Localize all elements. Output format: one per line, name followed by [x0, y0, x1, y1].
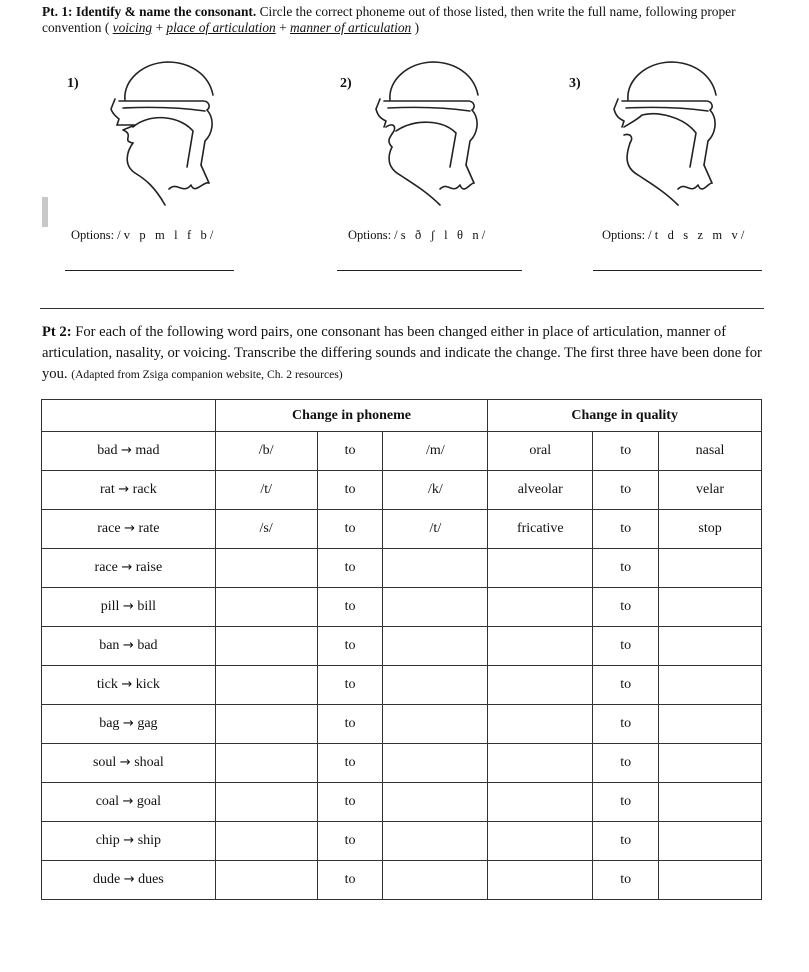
quality-to-label: to — [593, 627, 659, 666]
to-word: goal — [136, 794, 162, 809]
part2-instructions-text: For each of the following word pairs, one consonant has been changed either in place of articulation, manner of articulation, nasality, or voicing. Transcribe the differing sounds and indicate the change. The first three have been done for you. — [42, 324, 762, 382]
vocal-tract-diagram-1 — [105, 55, 220, 217]
word-pair-cell — [42, 471, 216, 510]
figure-1-options: Options: / v p m l f b / — [71, 228, 214, 242]
part2-heading: Pt 2: — [42, 324, 72, 340]
word-pair-cell — [42, 861, 216, 900]
quality-to-label: to — [593, 705, 659, 744]
arrow-icon: → — [123, 872, 135, 887]
phoneme-from-cell[interactable]: /s/ — [215, 510, 317, 549]
arrow-icon: → — [122, 599, 134, 614]
table-row — [42, 861, 762, 900]
quality-to-cell[interactable] — [659, 549, 762, 588]
arrow-icon: → — [123, 833, 135, 848]
arrow-icon: → — [122, 716, 134, 731]
part2-instructions — [42, 322, 772, 385]
phoneme-from-cell[interactable] — [215, 627, 317, 666]
phoneme-to-cell[interactable] — [383, 861, 488, 900]
word-pairs-table — [41, 399, 762, 900]
from-word: rat — [99, 482, 115, 497]
phoneme-to-cell[interactable]: /t/ — [383, 510, 488, 549]
quality-to-label: to — [593, 549, 659, 588]
table-row — [42, 666, 762, 705]
word-pair-cell — [42, 822, 216, 861]
to-word: dues — [138, 872, 164, 887]
close-paren: ) — [414, 20, 420, 35]
phoneme-to-cell[interactable]: /m/ — [383, 432, 488, 471]
quality-to-label: to — [593, 471, 659, 510]
figure-3-options: Options: / t d s z m v / — [602, 228, 745, 242]
phoneme-to-label: to — [317, 705, 383, 744]
quality-from-cell[interactable] — [488, 666, 593, 705]
phoneme-to-label: to — [317, 666, 383, 705]
to-word: raise — [135, 560, 163, 575]
table-row — [42, 627, 762, 666]
quality-to-cell[interactable] — [659, 822, 762, 861]
voicing-label: voicing — [112, 20, 153, 35]
word-pair-cell — [42, 627, 216, 666]
arrow-icon: → — [120, 443, 132, 458]
quality-from-cell[interactable] — [488, 705, 593, 744]
figure-2-answer-line[interactable] — [337, 270, 522, 271]
phoneme-from-cell[interactable]: /t/ — [215, 471, 317, 510]
from-word: ban — [99, 638, 120, 653]
phoneme-to-cell[interactable] — [383, 822, 488, 861]
header-change-in-quality: Change in quality — [488, 400, 762, 432]
figure-2-number: 2) — [340, 76, 352, 91]
from-word: bag — [99, 716, 120, 731]
quality-from-cell[interactable] — [488, 627, 593, 666]
header-change-in-phoneme: Change in phoneme — [215, 400, 488, 432]
plus-sign: + — [279, 20, 287, 35]
phoneme-to-label: to — [317, 783, 383, 822]
to-word: mad — [135, 443, 160, 458]
quality-to-cell[interactable] — [659, 666, 762, 705]
quality-from-cell[interactable]: oral — [488, 432, 593, 471]
from-word: race — [97, 521, 121, 536]
place-label: place of articulation — [166, 20, 276, 35]
to-word: kick — [135, 677, 160, 692]
table-row — [42, 822, 762, 861]
phoneme-to-cell[interactable]: /k/ — [383, 471, 488, 510]
plus-sign: + — [155, 20, 164, 35]
arrow-icon: → — [121, 560, 133, 575]
quality-from-cell[interactable] — [488, 744, 593, 783]
phoneme-to-label: to — [317, 588, 383, 627]
to-word: shoal — [134, 755, 164, 770]
phoneme-to-label: to — [317, 744, 383, 783]
word-pair-cell — [42, 588, 216, 627]
quality-from-cell[interactable]: fricative — [488, 510, 593, 549]
arrow-icon: → — [122, 794, 134, 809]
phoneme-to-cell[interactable] — [383, 705, 488, 744]
section-divider — [40, 308, 764, 309]
quality-to-label: to — [593, 666, 659, 705]
table-row — [42, 432, 762, 471]
phoneme-from-cell[interactable] — [215, 822, 317, 861]
phoneme-to-cell[interactable] — [383, 627, 488, 666]
quality-to-label: to — [593, 588, 659, 627]
phoneme-to-label: to — [317, 471, 383, 510]
arrow-icon: → — [118, 482, 130, 497]
phoneme-to-cell[interactable] — [383, 666, 488, 705]
margin-marker — [42, 197, 48, 227]
phoneme-to-label: to — [317, 822, 383, 861]
quality-to-label: to — [593, 861, 659, 900]
arrow-icon: → — [124, 521, 135, 536]
from-word: pill — [100, 599, 120, 614]
phoneme-from-cell[interactable] — [215, 744, 317, 783]
phoneme-to-cell[interactable] — [383, 588, 488, 627]
phoneme-from-cell[interactable] — [215, 861, 317, 900]
word-pair-cell — [42, 705, 216, 744]
vocal-tract-diagram-3 — [608, 55, 723, 217]
word-pair-cell — [42, 783, 216, 822]
quality-to-label: to — [593, 822, 659, 861]
arrow-icon: → — [122, 638, 134, 653]
to-word: gag — [137, 716, 158, 731]
from-word: race — [94, 560, 118, 575]
manner-label: manner of articulation — [290, 20, 412, 35]
table-row — [42, 705, 762, 744]
table-row — [42, 471, 762, 510]
from-word: chip — [95, 833, 120, 848]
phoneme-from-cell[interactable] — [215, 588, 317, 627]
from-word: dude — [92, 872, 121, 887]
table-header-row — [42, 400, 762, 432]
to-word: rate — [138, 521, 160, 536]
phoneme-to-label: to — [317, 549, 383, 588]
quality-from-cell[interactable] — [488, 549, 593, 588]
phoneme-to-label: to — [317, 510, 383, 549]
phoneme-from-cell[interactable] — [215, 705, 317, 744]
quality-to-label: to — [593, 432, 659, 471]
source-note: (Adapted from Zsiga companion website, Ch. 2 resources) — [71, 368, 343, 381]
to-word: bad — [137, 638, 158, 653]
header-blank — [42, 400, 216, 432]
quality-to-cell[interactable]: stop — [659, 510, 762, 549]
word-pair-cell — [42, 432, 216, 471]
quality-to-cell[interactable] — [659, 744, 762, 783]
word-pair-cell — [42, 744, 216, 783]
quality-to-cell[interactable] — [659, 861, 762, 900]
word-pair-cell — [42, 549, 216, 588]
table-row — [42, 783, 762, 822]
quality-from-cell[interactable] — [488, 783, 593, 822]
phoneme-from-cell[interactable] — [215, 783, 317, 822]
phoneme-from-cell[interactable] — [215, 549, 317, 588]
table-row — [42, 588, 762, 627]
quality-to-cell[interactable] — [659, 627, 762, 666]
from-word: tick — [96, 677, 118, 692]
to-word: ship — [137, 833, 162, 848]
word-pair-cell — [42, 666, 216, 705]
from-word: bad — [97, 443, 118, 458]
figure-2-options: Options: / s ð ʃ l θ n / — [348, 228, 486, 242]
table-row — [42, 549, 762, 588]
quality-from-cell[interactable]: alveolar — [488, 471, 593, 510]
quality-to-cell[interactable] — [659, 705, 762, 744]
table-row — [42, 510, 762, 549]
to-word: rack — [132, 482, 157, 497]
quality-to-cell[interactable]: nasal — [659, 432, 762, 471]
phoneme-to-cell[interactable] — [383, 783, 488, 822]
phoneme-from-cell[interactable]: /b/ — [215, 432, 317, 471]
quality-from-cell[interactable] — [488, 861, 593, 900]
figure-3-number: 3) — [569, 76, 581, 91]
word-pair-cell — [42, 510, 216, 549]
phoneme-to-cell[interactable] — [383, 549, 488, 588]
from-word: soul — [92, 755, 117, 770]
from-word: coal — [95, 794, 120, 809]
table-row — [42, 744, 762, 783]
quality-to-label: to — [593, 783, 659, 822]
quality-to-cell[interactable]: velar — [659, 471, 762, 510]
to-word: bill — [137, 599, 156, 614]
part1-instructions-text: Circle the correct phoneme out of those listed, then write the full name, following proper convention ( — [42, 4, 736, 35]
phoneme-to-label: to — [317, 861, 383, 900]
arrow-icon: → — [119, 755, 131, 770]
quality-from-cell[interactable] — [488, 588, 593, 627]
phoneme-to-cell[interactable] — [383, 744, 488, 783]
arrow-icon: → — [121, 677, 133, 692]
part1-heading: Pt. 1: Identify & name the consonant. — [42, 4, 257, 19]
figure-1-answer-line[interactable] — [65, 270, 234, 271]
phoneme-from-cell[interactable] — [215, 666, 317, 705]
phoneme-to-label: to — [317, 432, 383, 471]
part1-instructions — [42, 4, 772, 36]
vocal-tract-diagram-2 — [370, 55, 485, 217]
figure-1-number: 1) — [67, 76, 79, 91]
quality-to-cell[interactable] — [659, 588, 762, 627]
quality-to-label: to — [593, 744, 659, 783]
quality-to-label: to — [593, 510, 659, 549]
quality-to-cell[interactable] — [659, 783, 762, 822]
quality-from-cell[interactable] — [488, 822, 593, 861]
phoneme-to-label: to — [317, 627, 383, 666]
figure-3-answer-line[interactable] — [593, 270, 762, 271]
